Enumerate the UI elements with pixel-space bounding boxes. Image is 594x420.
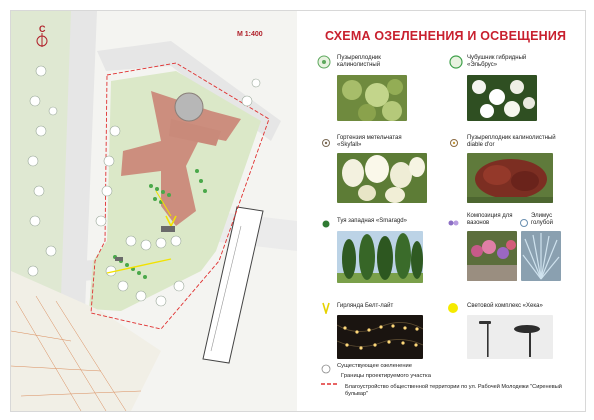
svg-text:С: С [39,24,46,34]
photo-chubushnik [467,75,537,121]
shrub-circle-icon [317,55,331,74]
photo-gortenziya [337,153,427,203]
site-plan-drawing [11,11,297,411]
legend-panel [301,11,585,411]
photo-diable-dor [467,153,553,203]
shrub-circle-icon [449,55,463,74]
poster-frame [10,10,586,412]
north-compass-icon [35,23,49,54]
legend-label-thuja: Туя западная «Smaragd» [337,218,407,224]
legend-label-vazony: Композиция для вазонов [467,213,513,226]
legend-label-diable-dor: Пузыреплодник калинолистный diable d'or [467,135,556,148]
legend-existing: Существующее озеленение [337,363,413,369]
garland-icon [321,301,331,319]
photo-vazony [467,231,517,281]
vase-icon [447,215,461,233]
site-plan-map [11,11,297,411]
legend-label-gortenziya: Гортензия метельчатая «Skyfall» [337,135,402,148]
legend-boundary: Границы проектируемого участка [341,373,431,379]
flower-icon [449,135,459,153]
legend-label-elimus: Элимус голубой [531,213,553,226]
photo-elimus [521,231,561,281]
footer-caption: Благоустройство общественной территории по ул. Рабочей Молодежи "Сиреневый бульвар" [345,384,562,397]
thuja-icon [321,216,331,234]
photo-heka [467,315,553,359]
flower-icon [321,135,331,153]
legend-label-puzyreplodnik: Пузыреплодник калинолистный [337,55,381,68]
photo-garland [337,315,423,359]
page-title: СХЕМА ОЗЕЛЕНЕНИЯ И ОСВЕЩЕНИЯ [325,29,567,43]
legend-label-garland: Гирлянда Белт-лайт [337,303,394,309]
lamp-icon [447,301,459,319]
boundary-line-icon [321,374,337,392]
photo-thuja [337,231,423,283]
legend-label-heka: Световой комплекс «Хека» [467,303,543,309]
scale-label: М 1:400 [237,31,263,38]
legend-label-chubushnik: Чубушник гибридный «Эльбрус» [467,55,527,68]
photo-puzyreplodnik [337,75,407,121]
